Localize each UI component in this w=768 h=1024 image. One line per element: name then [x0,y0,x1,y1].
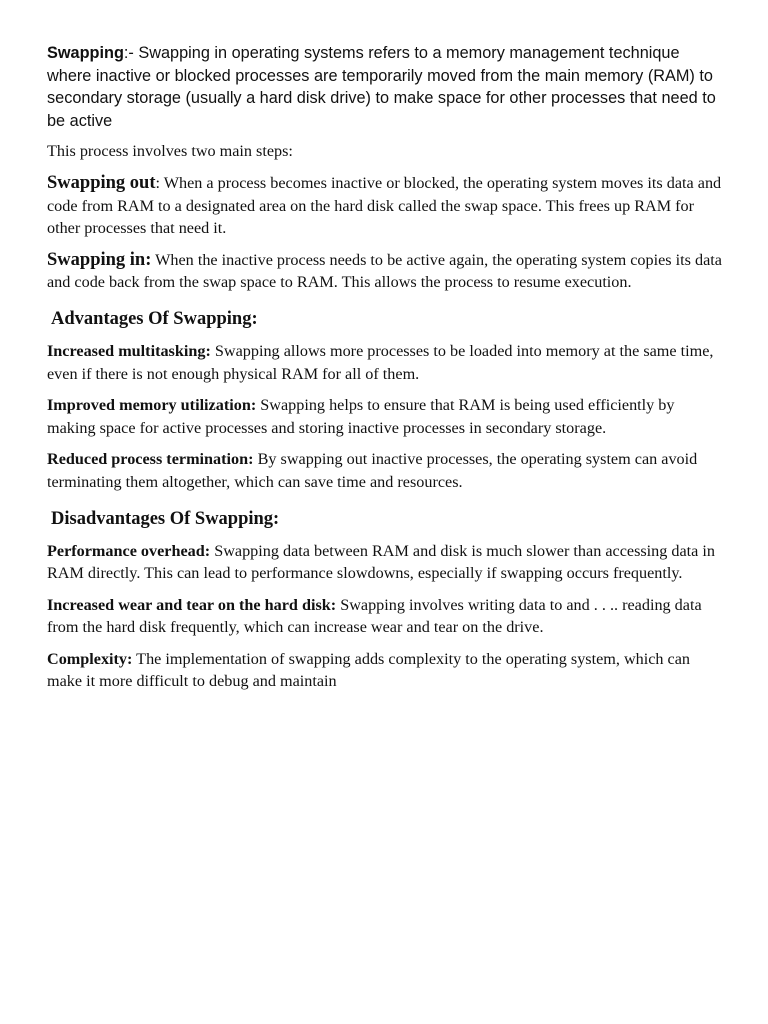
step-text: : When a process becomes inactive or blocked, the operating system moves its data and code from RAM to a designated area on the hard disk called the swap space. This frees up RAM for other processes that need it. [47,173,722,238]
advantage-item [47,448,727,493]
document-page [47,42,727,702]
disadvantage-item [47,648,727,693]
advantage-text: By swapping out inactive processes, the operating system can avoid terminating them altogether, which can save time and resources. [47,450,698,491]
step-text: When the inactive process needs to be active again, the operating system copies its data and code back from the swap space to RAM. This allows the process to resume execution. [47,250,722,292]
advantages-heading: Advantages Of Swapping: [51,308,258,329]
advantage-lead: Reduced process termination: [47,450,254,469]
steps-intro: This process involves two main steps: [47,142,293,161]
disadvantage-lead: Performance overhead: [47,541,211,560]
advantage-item [47,394,727,439]
step-swapping-in [47,249,727,294]
advantage-text: Swapping helps to ensure that RAM is being used efficiently by making space for active processes and storing inactive processes in secondary storage. [47,396,675,437]
advantage-text: Swapping allows more processes to be loaded into memory at the same time, even if there is not enough physical RAM for all of them. [47,341,714,383]
disadvantage-lead: Increased wear and tear on the hard disk: [47,595,337,614]
disadvantage-text: Swapping data between RAM and disk is much slower than accessing data in RAM directly. This can lead to performance slowdowns, especially if swapping occurs frequently. [47,541,716,583]
advantage-lead: Improved memory utilization: [47,396,257,415]
disadvantage-item [47,540,727,585]
advantage-lead: Increased multitasking: [47,341,211,360]
step-lead: Swapping out [47,172,156,193]
advantage-item [47,340,727,385]
step-lead: Swapping in: [47,249,152,270]
disadvantage-text: The implementation of swapping adds complexity to the operating system, which can make it more difficult to debug and maintain [47,649,691,691]
step-swapping-out [47,172,727,240]
disadvantage-lead: Complexity: [47,649,133,668]
disadvantages-heading: Disadvantages Of Swapping: [51,508,280,529]
disadvantage-item [47,594,727,639]
intro-term: Swapping [47,44,124,62]
disadvantage-text: Swapping involves writing data to and . . .. reading data from the hard disk frequently, which can increase wear and tear on the drive. [47,595,702,637]
intro-paragraph [47,42,727,132]
intro-text: :- Swapping in operating systems refers to a memory management technique where inactive or blocked processes are temporarily moved from the main memory (RAM) to secondary storage (usually a hard disk drive) to make space for other processes that need to be active [47,44,716,130]
